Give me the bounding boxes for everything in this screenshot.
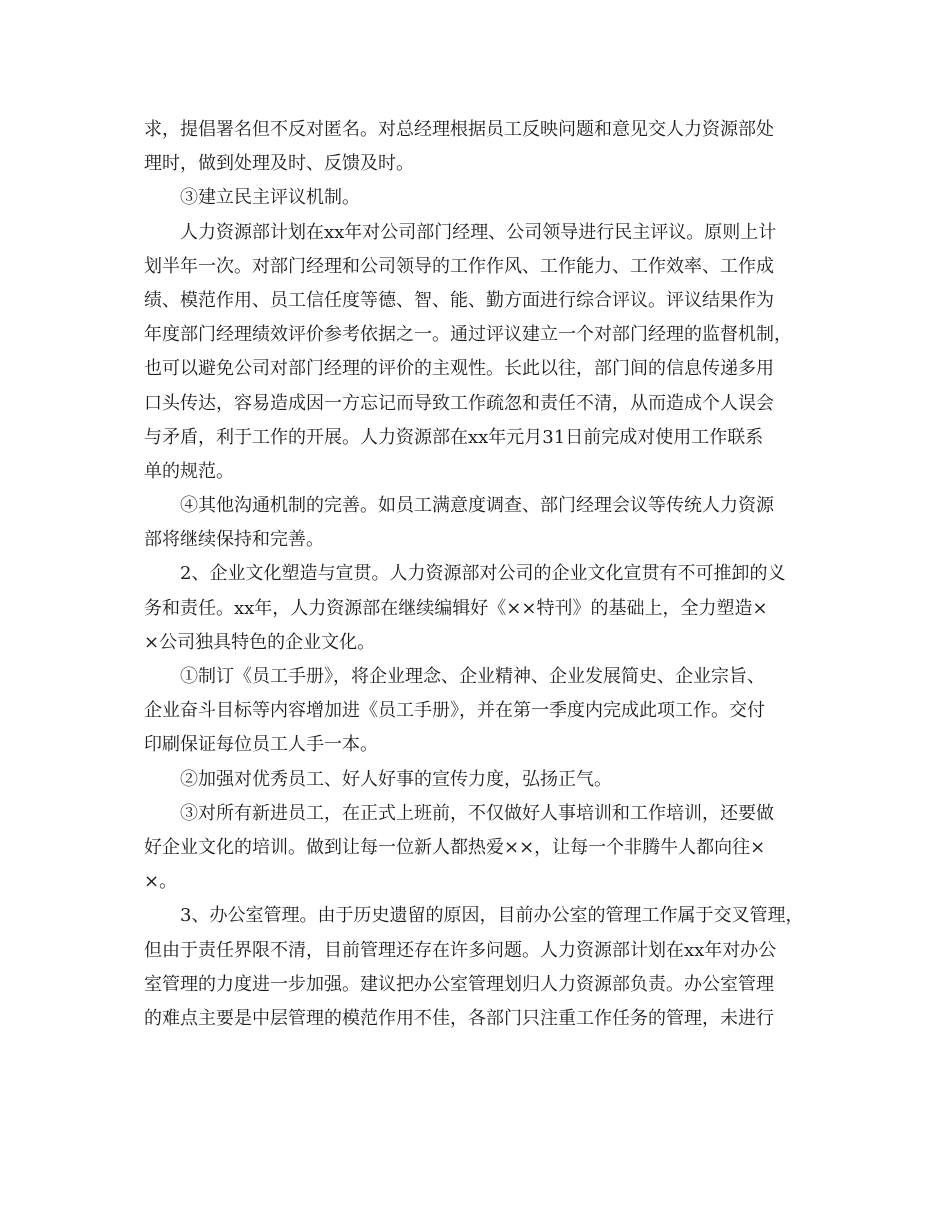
text-line: 也可以避免公司对部门经理的评价的主观性。长此以往，部门间的信息传递多用 (144, 358, 774, 380)
text-line: ×公司独具特色的企业文化。 (144, 631, 376, 653)
text-line: 但由于责任界限不清，目前管理还存在许多问题。人力资源部计划在xx年对办公 (144, 939, 777, 961)
text-line: 口头传达，容易造成因一方忘记而导致工作疏忽和责任不清，从而造成个人误会 (144, 392, 774, 414)
text-line: 的难点主要是中层管理的模范作用不佳，各部门只注重工作任务的管理，未进行 (144, 1007, 774, 1029)
text-line: 求，提倡署名但不反对匿名。对总经理根据员工反映问题和意见交人力资源部处 (144, 119, 774, 140)
text-line: ④其他沟通机制的完善。如员工满意度调查、部门经理会议等传统人力资源 (180, 495, 774, 517)
text-line: 人力资源部计划在xx年对公司部门经理、公司领导进行民主评议。原则上计 (180, 221, 777, 243)
text-line: 单的规范。 (144, 460, 234, 482)
text-line: 企业奋斗目标等内容增加进《员工手册》，并在第一季度内完成此项工作。交付 (144, 700, 765, 722)
text-line: ②加强对优秀员工、好人好事的宣传力度，弘扬正气。 (180, 768, 612, 790)
text-line: 与矛盾，利于工作的开展。人力资源部在xx年元月31日前完成对使用工作联系 (144, 426, 764, 448)
text-line: 年度部门经理绩效评价参考依据之一。通过评议建立一个对部门经理的监督机制， (144, 324, 792, 346)
text-line: 好企业文化的培训。做到让每一位新人都热爱××，让每一个非腾牛人都向往× (144, 836, 766, 858)
text-line: 理时，做到处理及时、反馈及时。 (144, 153, 414, 175)
text-line: 室管理的力度进一步加强。建议把办公室管理划归人力资源部负责。办公室管理 (144, 973, 774, 995)
text-line: 绩、模范作用、员工信任度等德、智、能、勤方面进行综合评议。评议结果作为 (144, 289, 774, 311)
text-line: 印刷保证每位员工人手一本。 (144, 734, 378, 756)
text-line: ①制订《员工手册》，将企业理念、企业精神、企业发展简史、企业宗旨、 (180, 666, 765, 687)
text-line: ③对所有新进员工，在正式上班前，不仅做好人事培训和工作培训，还要做 (180, 802, 774, 824)
text-line: 划半年一次。对部门经理和公司领导的工作作风、工作能力、工作效率、工作成 (144, 255, 774, 277)
text-line: 务和责任。xx年，人力资源部在继续编辑好《××特刊》的基础上，全力塑造× (144, 597, 768, 619)
text-line: 3、办公室管理。由于历史遗留的原因，目前办公室的管理工作属于交叉管理， (180, 905, 804, 927)
text-line: 2、企业文化塑造与宣贯。人力资源部对公司的企业文化宣贯有不可推卸的义 (180, 563, 786, 585)
text-line: ③建立民主评议机制。 (180, 187, 360, 209)
document-body (144, 113, 804, 1036)
text-line: ×。 (144, 871, 178, 893)
text-line: 部将继续保持和完善。 (144, 529, 324, 551)
